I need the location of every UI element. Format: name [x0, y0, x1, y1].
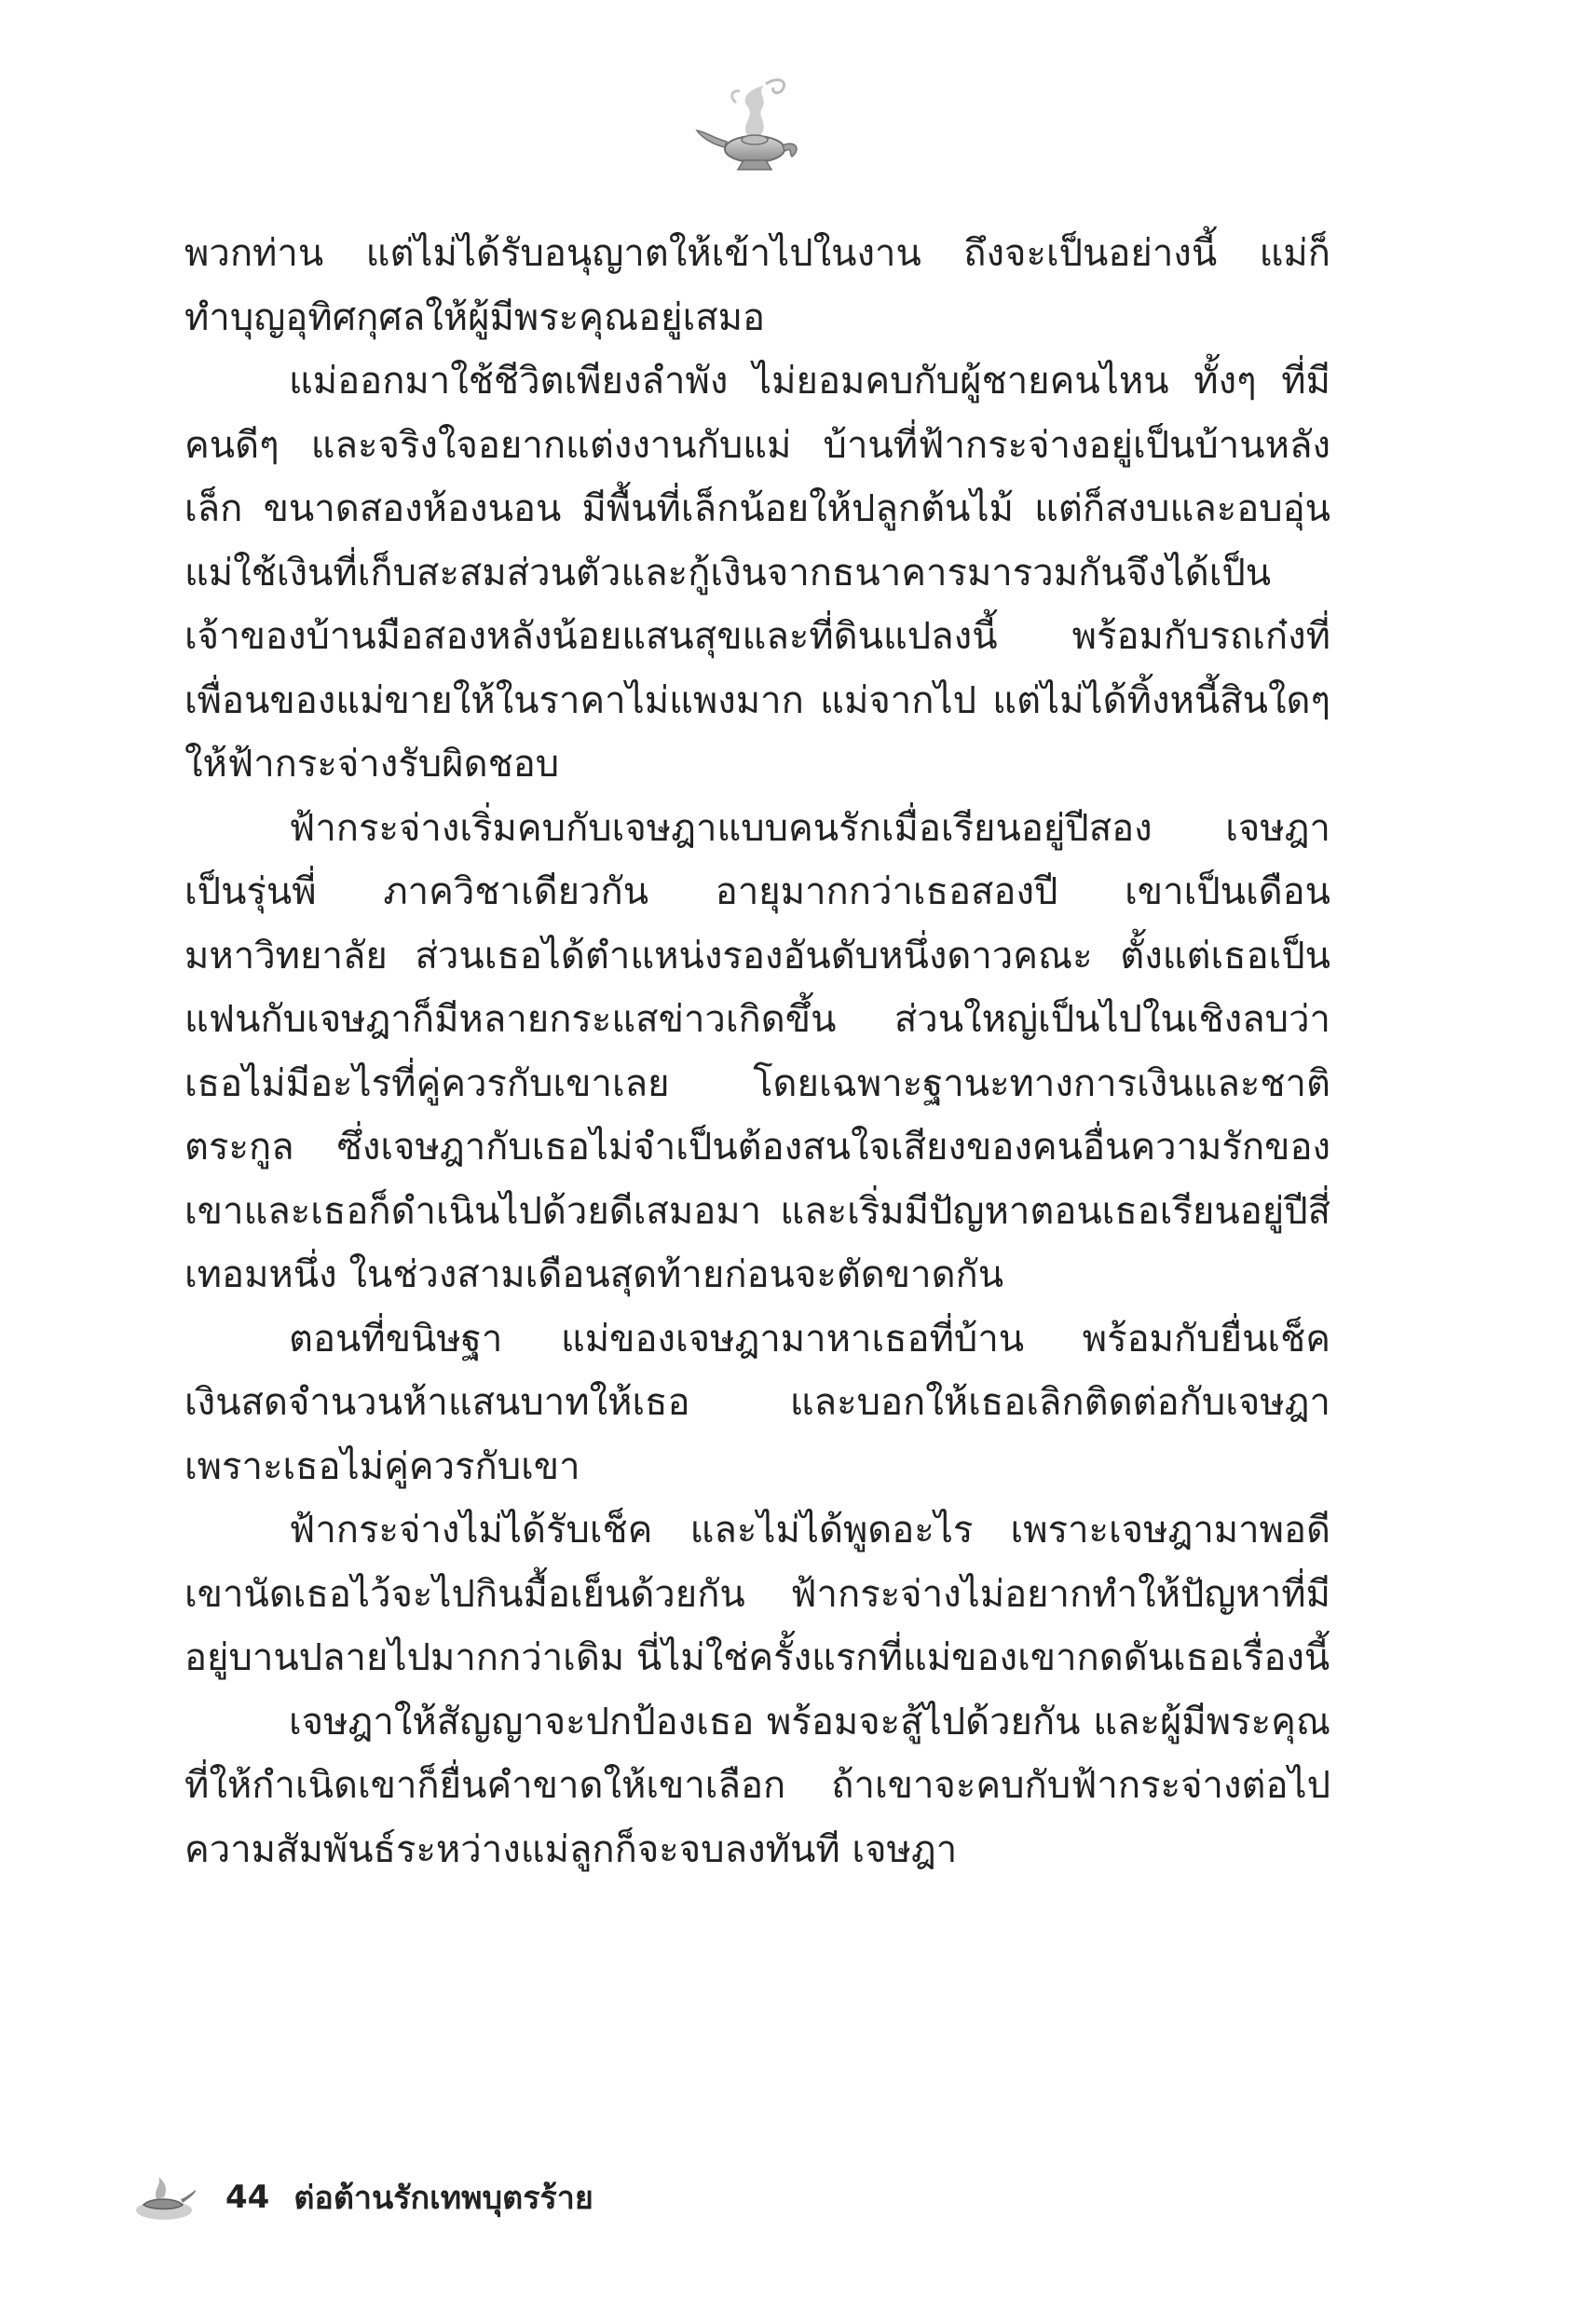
genie-lamp-icon	[691, 65, 812, 186]
paragraph: แม่ออกมาใช้ชีวิตเพียงลำพัง ไม่ยอมคบกับผู้ชายคนไหน ทั้งๆ ที่มีคนดีๆ และจริงใจอยากแต่งงานกับแม่ บ้านที่ฟ้ากระจ่างอยู่เป็นบ้านหลังเล็ก ขนาดสองห้องนอน มีพื้นที่เล็กน้อยให้ปลูกต้นไม้ แต่ก็สงบและอบอุ่น แม่ใช้เงินที่เก็บสะสมส่วนตัวและกู้เงินจากธนาคารมารวมกันจึงได้เป็นเจ้าของบ้านมือสองหลังน้อยแสนสุขและที่ดินแปลงนี้ พร้อมกับรถเก๋งที่เพื่อนของแม่ขายให้ในราคาไม่แพงมาก แม่จากไป แต่ไม่ได้ทิ้งหนี้สินใดๆ ให้ฟ้ากระจ่างรับผิดชอบ	[184, 360, 1330, 786]
paragraph: เจษฎาให้สัญญาจะปกป้องเธอ พร้อมจะสู้ไปด้วยกัน และผู้มีพระคุณที่ให้กำเนิดเขาก็ยื่นคำขาดให้เขาเลือก ถ้าเขาจะคบกับฟ้ากระจ่างต่อไป ความสัมพันธ์ระหว่างแม่ลูกก็จะจบลงทันที เจษฎา	[184, 1700, 1330, 1871]
body-text	[184, 222, 1330, 1881]
page-number: 44	[225, 2179, 270, 2216]
paragraph: ตอนที่ขนิษฐา แม่ของเจษฎามาหาเธอที่บ้าน พร้อมกับยื่นเช็คเงินสดจำนวนห้าแสนบาทให้เธอ และบอกให้เธอเลิกติดต่อกับเจษฎาเพราะเธอไม่คู่ควรกับเขา	[184, 1317, 1330, 1488]
lamp-icon	[130, 2169, 198, 2225]
book-title: ต่อต้านรักเทพบุตรร้าย	[293, 2180, 593, 2217]
page-footer	[130, 2164, 969, 2231]
paragraph: พวกท่าน แต่ไม่ได้รับอนุญาตให้เข้าไปในงาน ถึงจะเป็นอย่างนี้ แม่ก็ทำบุญอุทิศกุศลให้ผู้มีพระคุณอยู่เสมอ	[184, 232, 1330, 339]
paragraph: ฟ้ากระจ่างไม่ได้รับเช็ค และไม่ได้พูดอะไร เพราะเจษฎามาพอดีเขานัดเธอไว้จะไปกินมื้อเย็นด้วยกัน ฟ้ากระจ่างไม่อยากทำให้ปัญหาที่มีอยู่บานปลายไปมากกว่าเดิม นี่ไม่ใช่ครั้งแรกที่แม่ของเขากดดันเธอเรื่องนี้	[184, 1509, 1330, 1679]
paragraph: ฟ้ากระจ่างเริ่มคบกับเจษฎาแบบคนรักเมื่อเรียนอยู่ปีสอง เจษฎาเป็นรุ่นพี่ ภาควิชาเดียวกัน อายุมากกว่าเธอสองปี เขาเป็นเดือนมหาวิทยาลัย ส่วนเธอได้ตำแหน่งรองอันดับหนึ่งดาวคณะ ตั้งแต่เธอเป็นแฟนกับเจษฎาก็มีหลายกระแสข่าวเกิดขึ้น ส่วนใหญ่เป็นไปในเชิงลบว่าเธอไม่มีอะไรที่คู่ควรกับเขาเลย โดยเฉพาะฐานะทางการเงินและชาติตระกูล ซึ่งเจษฎากับเธอไม่จำเป็นต้องสนใจเสียงของคนอื่นความรักของเขาและเธอก็ดำเนินไปด้วยดีเสมอมา และเริ่มมีปัญหาตอนเธอเรียนอยู่ปีสี่เทอมหนึ่ง ในช่วงสามเดือนสุดท้ายก่อนจะตัดขาดกัน	[184, 806, 1330, 1296]
